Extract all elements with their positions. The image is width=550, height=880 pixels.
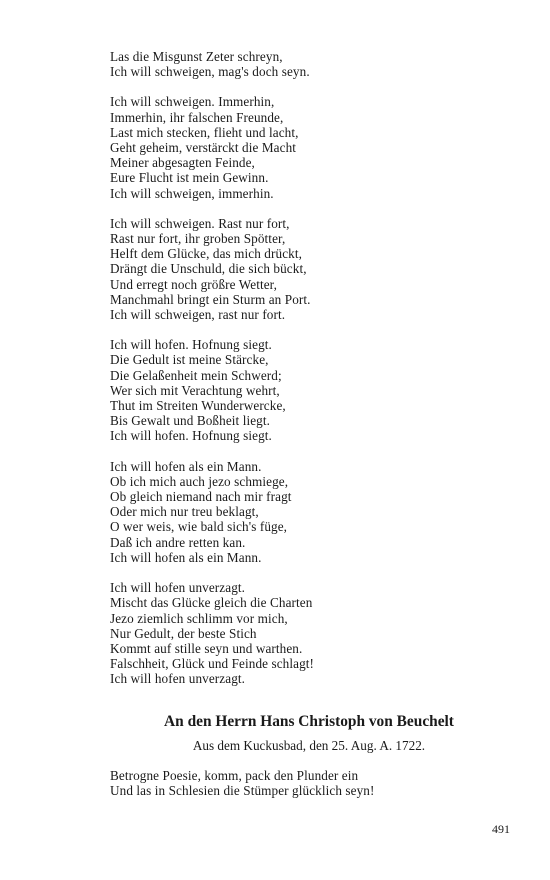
stanza-5	[110, 459, 510, 565]
verse-line: Die Gelaßenheit mein Schwerd;	[110, 367, 282, 383]
verse-line: Ich will schweigen, mag's doch seyn.	[110, 64, 310, 80]
verse-line: Jezo ziemlich schlimm vor mich,	[110, 610, 288, 626]
verse-line: Falschheit, Glück und Feinde schlagt!	[110, 656, 315, 672]
verse-line: Manchmahl bringt ein Sturm an Port.	[110, 291, 311, 307]
verse-line: Oder mich nur treu beklagt,	[110, 504, 259, 520]
verse-line: Ich will hofen als ein Mann.	[110, 549, 262, 565]
poem-title: An den Herrn Hans Christoph von Beuchelt	[164, 713, 454, 730]
verse-line: Bis Gewalt und Boßheit liegt.	[110, 413, 271, 429]
verse-line: Ich will schweigen. Immerhin,	[110, 94, 275, 110]
verse-line: Ich will schweigen. Rast nur fort,	[110, 215, 290, 231]
verse-line: Thut im Streiten Wunderwercke,	[110, 398, 286, 414]
verse-line: Ich will hofen. Hofnung siegt.	[110, 337, 272, 353]
verse-line: Und las in Schlesien die Stümper glücklich seyn!	[110, 783, 375, 799]
verse-line: O wer weis, wie bald sich's füge,	[110, 519, 288, 535]
verse-line: Und erregt noch größre Wetter,	[110, 276, 278, 292]
verse-line: Last mich stecken, flieht und lacht,	[110, 124, 299, 140]
verse-line: Geht geheim, verstärckt die Macht	[110, 140, 297, 156]
verse-line: Eure Flucht ist mein Gewinn.	[110, 170, 269, 186]
verse-line: Ich will schweigen, rast nur fort.	[110, 307, 286, 323]
next-poem-body	[110, 768, 510, 798]
verse-line: Helft dem Glücke, das mich drückt,	[110, 246, 302, 262]
verse-line: Ich will hofen unverzagt.	[110, 580, 246, 596]
stanza-2	[110, 94, 510, 200]
stanza-1	[110, 49, 510, 79]
verse-line: Las die Misgunst Zeter schreyn,	[110, 49, 283, 64]
stanza-4	[110, 337, 510, 443]
page-number: 491	[492, 822, 510, 836]
verse-line: Meiner abgesagten Feinde,	[110, 155, 255, 171]
poem-subtitle: Aus dem Kuckusbad, den 25. Aug. A. 1722.	[192, 738, 426, 753]
verse-line: Ich will hofen als ein Mann.	[110, 458, 262, 474]
poem-body	[110, 49, 510, 702]
verse-line: Drängt die Unschuld, die sich bückt,	[110, 261, 307, 277]
verse-line: Ob gleich niemand nach mir fragt	[110, 489, 292, 505]
verse-line: Ich will schweigen, immerhin.	[110, 185, 274, 201]
stanza-3	[110, 216, 510, 322]
verse-line: Kommt auf stille seyn und warthen.	[110, 640, 303, 656]
verse-line: Betrogne Poesie, komm, pack den Plunder ein	[110, 768, 359, 783]
verse-line: Wer sich mit Verachtung wehrt,	[110, 382, 280, 398]
verse-line: Mischt das Glücke gleich die Charten	[110, 595, 313, 611]
verse-line: Nur Gedult, der beste Stich	[110, 625, 257, 641]
verse-line: Ich will hofen. Hofnung siegt.	[110, 428, 272, 444]
stanza-6	[110, 580, 510, 686]
verse-line: Die Gedult ist meine Stärcke,	[110, 352, 269, 368]
verse-line: Rast nur fort, ihr groben Spötter,	[110, 231, 286, 247]
verse-line: Ob ich mich auch jezo schmiege,	[110, 473, 289, 489]
verse-line: Daß ich andre retten kan.	[110, 534, 246, 550]
verse-line: Ich will hofen unverzagt.	[110, 671, 246, 687]
verse-line: Immerhin, ihr falschen Freunde,	[110, 109, 284, 125]
